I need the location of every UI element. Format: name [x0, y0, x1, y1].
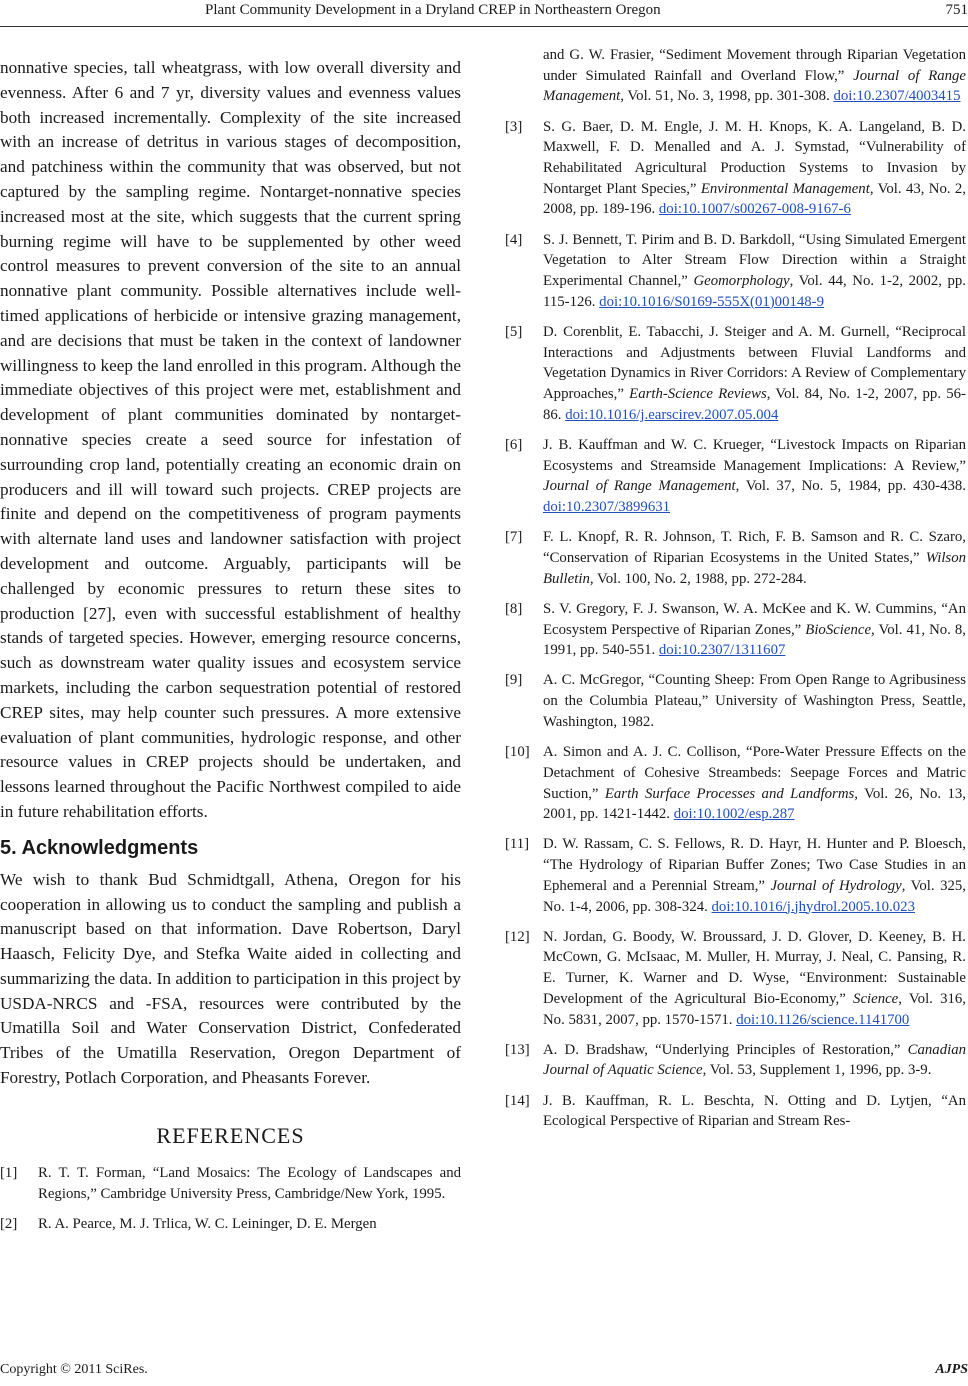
reference-details: , Vol. 43, No. 2, 2008, pp. 189-196.	[543, 180, 967, 218]
reference-item	[505, 670, 966, 732]
reference-number: [6]	[505, 436, 523, 453]
reference-journal: Wilson Bulletin	[543, 549, 966, 587]
reference-number: [3]	[505, 118, 523, 135]
reference-number: [8]	[505, 600, 523, 617]
reference-journal: Journal of Range Management	[543, 478, 736, 495]
reference-item	[505, 117, 966, 221]
reference-text: R. T. T. Forman, “Land Mosaics: The Ecology of Landscapes and Regions,” Cambridge University Press, Cambridge/New York, 1995.	[38, 1164, 461, 1202]
reference-details: , Vol. 37, No. 5, 1984, pp. 430-438.	[735, 478, 966, 495]
doi-link[interactable]: doi:10.1007/s00267-008-9167-6	[658, 201, 851, 218]
reference-item	[505, 1040, 966, 1081]
reference-item	[505, 599, 966, 661]
doi-link[interactable]: doi:10.1016/j.earscirev.2007.05.004	[565, 406, 779, 423]
reference-details: , Vol. 84, No. 1-2, 2007, pp. 56-86.	[543, 386, 966, 423]
reference-journal: Journal of Hydrology	[770, 877, 902, 894]
reference-details: , Vol. 51, No. 3, 1998, pp. 301-308.	[620, 88, 834, 105]
doi-link[interactable]: doi:10.1016/S0169-555X(01)00148-9	[599, 293, 824, 310]
reference-number: [4]	[505, 231, 523, 248]
header-divider	[0, 26, 968, 27]
reference-journal: Geomorphology	[693, 273, 790, 290]
reference-text: N. Jordan, G. Boody, W. Broussard, J. D. Glover, D. Keeney, B. H. McCown, G. McIsaac, M. Muller, H. Murray, J. Neal, C. Pansing, R. E. Turner, K. Warner and D. Wyse, “Environment: Sustainable Development of the Agricultural Bio-Economy,”	[543, 928, 966, 1007]
reference-number: [10]	[505, 744, 530, 761]
reference-text: and G. W. Frasier, “Sediment Movement through Riparian Vegetation under Simulated Rainfall and Overland Flow,”	[543, 47, 966, 84]
doi-link[interactable]: doi:10.2307/1311607	[658, 642, 786, 659]
journal-abbreviation: AJPS	[935, 1362, 968, 1377]
reference-item	[0, 1214, 461, 1235]
reference-item	[505, 927, 966, 1031]
reference-item	[505, 1091, 966, 1132]
reference-details: , Vol. 41, No. 8, 1991, pp. 540-551.	[543, 621, 967, 659]
reference-number: [2]	[0, 1215, 18, 1232]
page-footer	[0, 1362, 968, 1386]
reference-number: [11]	[505, 836, 530, 853]
reference-number: [9]	[505, 672, 523, 689]
reference-text: S. J. Bennett, T. Pirim and B. D. Barkdoll, “Using Simulated Emergent Vegetation to Alter Stream Flow Direction within a Straight Experimental Channel,”	[543, 231, 966, 290]
reference-item	[505, 527, 966, 589]
reference-journal: Earth-Science Reviews	[629, 386, 767, 403]
reference-journal: Journal of Range Management	[543, 67, 967, 105]
reference-item	[505, 834, 966, 917]
reference-journal: BioScience	[805, 621, 872, 638]
reference-number: [12]	[505, 928, 530, 945]
reference-text: J. B. Kauffman and W. C. Krueger, “Livestock Impacts on Riparian Ecosystems and Streamside Management Implications: A Review,”	[543, 436, 966, 474]
reference-number: [13]	[505, 1041, 530, 1058]
reference-details: , Vol. 26, No. 13, 2001, pp. 1421-1442.	[543, 785, 966, 823]
reference-item	[505, 230, 966, 313]
reference-text: J. B. Kauffman, R. L. Beschta, N. Otting and D. Lytjen, “An Ecological Perspective of Riparian and Stream Res-	[543, 1092, 966, 1130]
reference-text: A. Simon and A. J. C. Collison, “Pore-Water Pressure Effects on the Detachment of Cohesive Streambeds: Seepage Forces and Matric Suction,”	[543, 744, 966, 802]
doi-link[interactable]: doi:10.2307/3899631	[543, 499, 671, 516]
reference-text: A. D. Bradshaw, “Underlying Principles of Restoration,”	[543, 1041, 908, 1058]
reference-journal: Canadian Journal of Aquatic Science	[543, 1041, 966, 1079]
reference-details: , Vol. 316, No. 5831, 2007, pp. 1570-1571.	[543, 990, 966, 1028]
reference-details: , Vol. 325, No. 1-4, 2006, pp. 308-324.	[543, 877, 966, 915]
body-paragraph: nonnative species, tall wheatgrass, with low overall diversity and evenness. After 6 and 7 yr, diversity values and evenness values both increased incrementally. Complexity of the site increased with an increase of detritus in various stages of decomposition, and patchiness within the community that was observed, but not captured by the sampling regime. Nontarget-nonnative species increased most at the site, which suggests that the current spring burning regime will have to be supplemented by other weed control measures to prevent conversion of the site to an annual nonnative plant community. Possible alternatives include well-timed applications of herbicide or intensive grazing management, and are decisions that must be taken in the context of landowner willingness to keep the land enrolled in this program. Although the immediate objectives of this project were met, establishment and development of plant communities dominated by nontarget-nonnative species create a seed source for infestation of surrounding crop land, potentially creating an economic drain on producers and ill will toward such projects. CREP projects are finite and depend on the competitiveness of program payments with alternate land uses and landowner satisfaction with project development and outcome. Arguably, participants will be challenged by economic pressures to return these sites to production [27], even with successful establishment of healthy stands of targeted species. However, emerging resource concerns, such as downstream water quality issues and ecosystem service markets, including the carbon sequestration potential of restored CREP sites, may help counter such pressures. A more extensive evaluation of plant communities, hydrologic response, and other resource values in CREP projects should be undertaken, and lessons learned throughout the Pacific Northwest compiled to aide in future rehabilitation efforts.	[0, 58, 461, 821]
reference-text: R. A. Pearce, M. J. Trlica, W. C. Leininger, D. E. Mergen	[38, 1215, 377, 1232]
reference-details: , Vol. 100, No. 2, 1988, pp. 272-284.	[589, 570, 807, 587]
reference-item	[505, 435, 966, 518]
reference-text: A. C. McGregor, “Counting Sheep: From Open Range to Agribusiness on the Columbia Plateau,” University of Washington Press, Seattle, Washington, 1982.	[543, 672, 966, 730]
reference-text: S. V. Gregory, F. J. Swanson, W. A. McKee and K. W. Cummins, “An Ecosystem Perspective of Riparian Zones,”	[543, 600, 966, 638]
copyright-notice: Copyright © 2011 SciRes.	[0, 1362, 148, 1377]
reference-number: [1]	[0, 1164, 18, 1181]
reference-item	[505, 742, 966, 825]
acknowledgments-paragraph: We wish to thank Bud Schmidtgall, Athena, Oregon for his cooperation in allowing us to conduct the sampling and publish a manuscript based on that information. Dave Robertson, Daryl Haasch, Felicity Dye, and Stefka Waite aided in collecting and summarizing the data. In addition to participation in this project by USDA-NRCS and -FSA, resources were contributed by the Umatilla Soil and Water Conservation District, Confederated Tribes of the Umatilla Reservation, Oregon Department of Forestry, Potlach Corporation, and Pheasants Forever.	[0, 869, 461, 1088]
reference-text: S. G. Baer, D. M. Engle, J. M. H. Knops, K. A. Langeland, B. D. Maxwell, F. D. Menalled and A. J. Symstad, “Vulnerability of Rehabilitated Agricultural Production Systems to Invasion by Nontarget Plant Species,”	[543, 118, 966, 197]
doi-link[interactable]: doi:10.1126/science.1141700	[736, 1011, 910, 1028]
reference-number: [7]	[505, 529, 523, 546]
doi-link[interactable]: doi:10.1002/esp.287	[673, 806, 795, 823]
reference-journal: Science	[853, 990, 899, 1007]
reference-journal: Environmental Management	[700, 180, 870, 197]
reference-item	[0, 1163, 461, 1204]
reference-item	[505, 322, 966, 426]
reference-details: , Vol. 53, Supplement 1, 1996, pp. 3-9.	[702, 1062, 932, 1079]
page-number: 751	[945, 2, 968, 18]
doi-link[interactable]: doi:10.1016/j.jhydrol.2005.10.023	[711, 898, 915, 915]
reference-number: [14]	[505, 1092, 530, 1109]
running-title: Plant Community Development in a Dryland CREP in Northeastern Oregon	[205, 2, 661, 18]
reference-number: [5]	[505, 323, 523, 340]
reference-journal: Earth Surface Processes and Landforms	[604, 785, 855, 802]
reference-text: D. W. Rassam, C. S. Fellows, R. D. Hayr, H. Hunter and P. Bloesch, “The Hydrology of Riparian Buffer Zones; Two Case Studies in an Ephemeral and a Perennial Stream,”	[543, 836, 966, 894]
reference-text: F. L. Knopf, R. R. Johnson, T. Rich, F. B. Samson and R. C. Szaro, “Conservation of Riparian Ecosystems in the United States,”	[543, 529, 966, 566]
left-column	[0, 56, 461, 1244]
right-column	[505, 45, 966, 1142]
reference-text: D. Corenblit, E. Tabacchi, J. Steiger and A. M. Gurnell, “Reciprocal Interactions and Adjustments between Fluvial Landforms and Vegetation Dynamics in River Corridors: A Review of Complementary Approaches,”	[543, 323, 966, 403]
reference-item-continued	[505, 45, 966, 107]
reference-details: , Vol. 44, No. 1-2, 2002, pp. 115-126.	[543, 273, 967, 310]
doi-link[interactable]: doi:10.2307/4003415	[833, 88, 961, 105]
references-heading: REFERENCES	[156, 1122, 305, 1148]
acknowledgments-heading: 5. Acknowledgments	[0, 836, 199, 859]
